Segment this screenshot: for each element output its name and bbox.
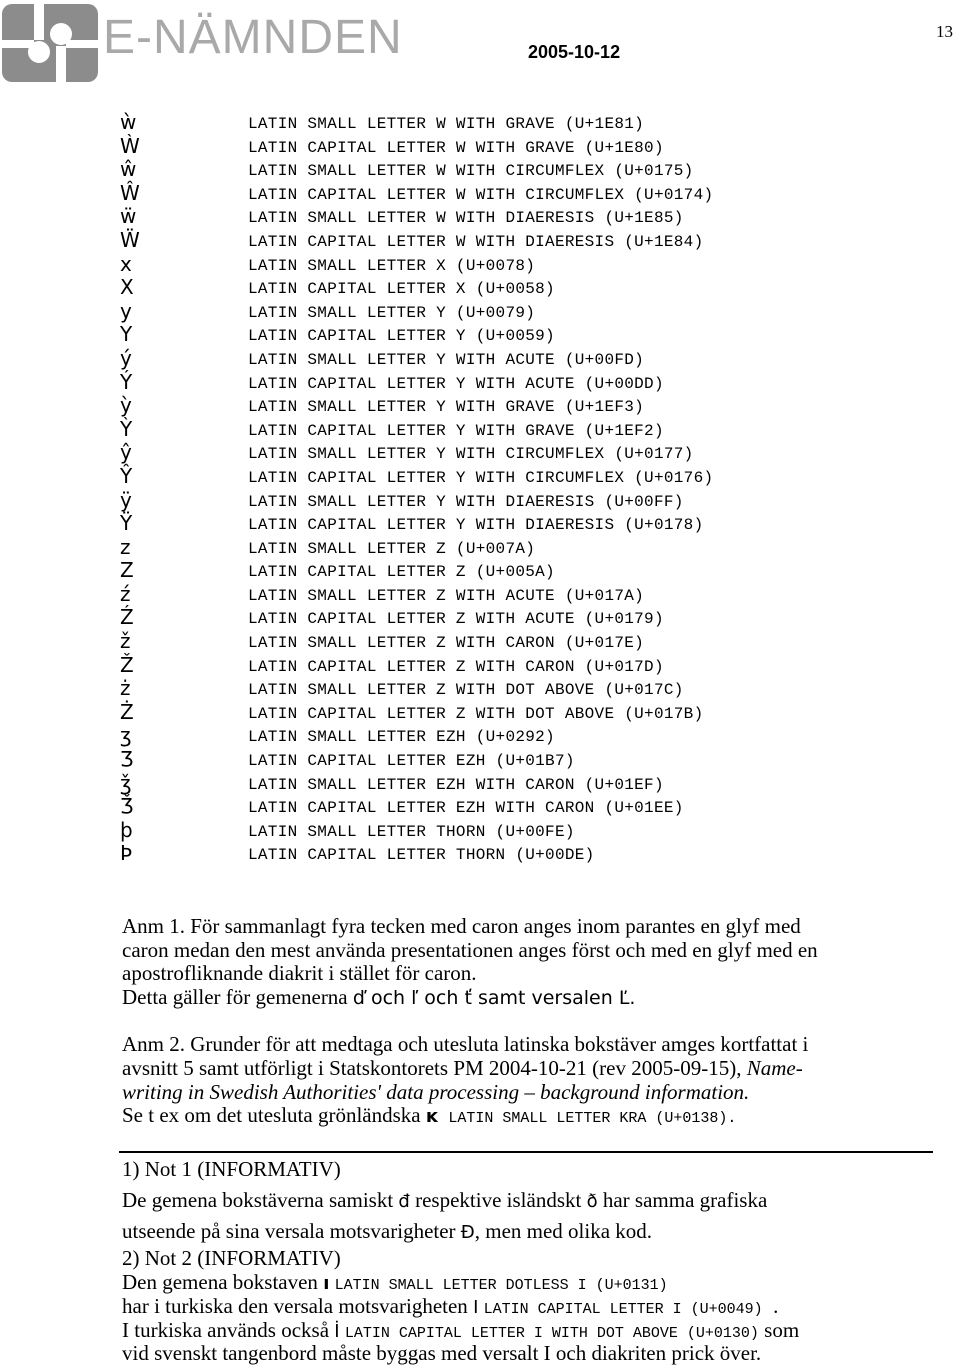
char-row	[0, 418, 960, 442]
char-description: LATIN SMALL LETTER THORN (U+00FE)	[248, 822, 575, 841]
char-glyph: ẅ	[120, 204, 137, 229]
char-glyph: ŷ	[120, 440, 132, 465]
anm1-line4	[122, 985, 635, 1010]
char-row	[0, 441, 960, 465]
anm1-line2: caron medan den mest använda presentationen anges först och med en glyf med en	[122, 938, 818, 962]
page-number: 13	[936, 22, 953, 41]
note2-line2-text: har i turkiska den versala motsvarigheten	[122, 1294, 474, 1318]
char-description: LATIN CAPITAL LETTER Y (U+0059)	[248, 327, 555, 346]
char-row	[0, 772, 960, 796]
char-glyph: þ	[120, 817, 133, 842]
char-description: LATIN CAPITAL LETTER Y WITH CIRCUMFLEX (U+0176)	[248, 468, 714, 487]
char-row	[0, 347, 960, 371]
char-description: LATIN SMALL LETTER Y WITH CIRCUMFLEX (U+0177)	[248, 445, 694, 464]
kra-code: LATIN SMALL LETTER KRA (U+0138).	[448, 1110, 737, 1127]
anm2-line4	[122, 1103, 736, 1131]
char-glyph: z	[120, 534, 131, 559]
anm1-line1: Anm 1. För sammanlagt fyra tecken med caron anges inom parantes en glyf med	[122, 914, 801, 938]
char-row	[0, 748, 960, 772]
char-glyph: Ž	[120, 652, 134, 677]
char-glyph: Ʒ	[120, 747, 134, 772]
char-row	[0, 158, 960, 182]
footnote-divider	[119, 1151, 933, 1153]
char-glyph: Ź	[120, 605, 134, 630]
char-glyph: Y	[120, 322, 133, 347]
note2-line1-text: Den gemena bokstaven	[122, 1270, 324, 1294]
anm1-caron-sample: ď och ľ och ť samt versalen Ľ.	[352, 987, 636, 1009]
capital-i-glyph: I	[473, 1297, 479, 1318]
char-description: LATIN CAPITAL LETTER W WITH GRAVE (U+1E80)	[248, 138, 664, 157]
char-row	[0, 300, 960, 324]
char-glyph: ʒ	[120, 723, 132, 748]
note1-line2	[122, 1219, 652, 1245]
char-description: LATIN SMALL LETTER W WITH GRAVE (U+1E81)	[248, 115, 645, 133]
note1-line1-text-b: respektive isländskt	[409, 1188, 587, 1212]
char-glyph: ǯ	[120, 770, 132, 795]
character-table	[0, 111, 960, 866]
note1-line2-text-a: utseende på sina versala motsvarigheter	[122, 1219, 461, 1243]
char-row	[0, 701, 960, 725]
char-description: LATIN CAPITAL LETTER Z WITH CARON (U+017D)	[248, 657, 664, 676]
char-description: LATIN CAPITAL LETTER Y WITH DIAERESIS (U+0178)	[248, 516, 704, 535]
char-row	[0, 229, 960, 253]
dotted-capital-i-code: LATIN CAPITAL LETTER I WITH DOT ABOVE (U+0130)	[344, 1325, 759, 1342]
char-description: LATIN SMALL LETTER Z WITH ACUTE (U+017A)	[248, 586, 645, 605]
char-row	[0, 795, 960, 819]
char-row	[0, 677, 960, 701]
dotted-capital-i-glyph: İ	[334, 1321, 340, 1342]
char-glyph: Ŷ	[120, 463, 133, 488]
char-row	[0, 465, 960, 489]
char-description: LATIN CAPITAL LETTER W WITH CIRCUMFLEX (U+0174)	[248, 185, 714, 204]
char-description: LATIN CAPITAL LETTER W WITH DIAERESIS (U+1E84)	[248, 232, 704, 251]
note1-line2-text-b: , men med olika kod.	[474, 1219, 653, 1243]
char-glyph: Ẅ	[120, 227, 140, 252]
char-description: LATIN SMALL LETTER W WITH CIRCUMFLEX (U+0175)	[248, 162, 694, 181]
char-description: LATIN SMALL LETTER Z WITH DOT ABOVE (U+017C)	[248, 681, 684, 700]
char-description: LATIN CAPITAL LETTER Y WITH GRAVE (U+1EF2)	[248, 421, 664, 440]
char-row	[0, 630, 960, 654]
char-glyph: X	[120, 275, 134, 300]
anm2-title-part2: writing in Swedish Authorities' data processing – background information.	[122, 1080, 750, 1104]
kra-glyph: ĸ	[425, 1106, 438, 1127]
anm2-line3	[122, 1080, 749, 1104]
char-row	[0, 583, 960, 607]
char-row	[0, 323, 960, 347]
char-description: LATIN CAPITAL LETTER Z WITH ACUTE (U+0179)	[248, 610, 664, 629]
char-description: LATIN SMALL LETTER EZH WITH CARON (U+01EF)	[248, 775, 664, 794]
char-description: LATIN SMALL LETTER X (U+0078)	[248, 256, 536, 275]
char-row	[0, 371, 960, 395]
char-row	[0, 654, 960, 678]
char-glyph: Ÿ	[120, 511, 133, 536]
char-glyph: ž	[120, 629, 131, 654]
char-glyph: ż	[120, 676, 131, 701]
note2-line3-suffix: som	[758, 1318, 800, 1342]
anm2-line2	[122, 1056, 803, 1080]
char-glyph: ẁ	[120, 110, 137, 134]
char-row	[0, 182, 960, 206]
anm2-line1: Anm 2. Grunder för att medtaga och utesluta latinska bokstäver amges kortfattat i	[122, 1032, 809, 1056]
char-description: LATIN CAPITAL LETTER Y WITH ACUTE (U+00DD)	[248, 374, 664, 393]
char-glyph: ÿ	[120, 487, 132, 512]
char-glyph: Ǯ	[120, 794, 134, 819]
char-glyph: Z	[120, 558, 134, 583]
char-description: LATIN SMALL LETTER Y (U+0079)	[248, 303, 536, 322]
char-glyph: Ý	[120, 369, 133, 394]
char-row	[0, 724, 960, 748]
note2-line3-text: I turkiska används också	[122, 1318, 335, 1342]
capital-d-stroke-glyph: Đ	[460, 1222, 475, 1243]
note2-line4: vid svenskt tangenbord måste byggas med versalt I och diakriten prick över.	[122, 1341, 762, 1365]
char-row	[0, 842, 960, 866]
char-description: LATIN SMALL LETTER Z WITH CARON (U+017E)	[248, 634, 645, 653]
char-glyph: ỳ	[120, 393, 132, 418]
char-glyph: y	[120, 298, 132, 323]
char-glyph: ŵ	[120, 157, 137, 182]
char-glyph: x	[120, 251, 132, 276]
char-glyph: Ẁ	[120, 133, 140, 158]
note2-heading: 2) Not 2 (INFORMATIV)	[122, 1246, 341, 1270]
note1-line1-text-c: har samma grafiska	[597, 1188, 768, 1212]
char-description: LATIN SMALL LETTER EZH (U+0292)	[248, 728, 555, 747]
char-description: LATIN SMALL LETTER Y WITH GRAVE (U+1EF3)	[248, 398, 645, 417]
note1-line1-text-a: De gemena bokstäverna samiskt	[122, 1188, 399, 1212]
char-glyph: Ż	[120, 699, 134, 724]
char-description: LATIN CAPITAL LETTER EZH WITH CARON (U+01EE)	[248, 799, 684, 818]
char-description: LATIN CAPITAL LETTER X (U+0058)	[248, 280, 555, 299]
char-description: LATIN SMALL LETTER Z (U+007A)	[248, 539, 536, 558]
note2-line2-period: .	[773, 1294, 779, 1318]
eth-glyph: ð	[586, 1191, 598, 1212]
char-row	[0, 489, 960, 513]
char-row	[0, 111, 960, 135]
char-glyph: Þ	[120, 841, 133, 866]
char-row	[0, 512, 960, 536]
char-description: LATIN SMALL LETTER Y WITH DIAERESIS (U+00FF)	[248, 492, 684, 511]
char-description: LATIN SMALL LETTER W WITH DIAERESIS (U+1E85)	[248, 209, 684, 228]
d-stroke-glyph: đ	[398, 1191, 410, 1212]
note1-heading: 1) Not 1 (INFORMATIV)	[122, 1157, 341, 1181]
char-row	[0, 394, 960, 418]
anm2-title-part1: Name-	[746, 1056, 803, 1080]
char-glyph: Ŵ	[120, 180, 140, 205]
anm1-line4-text: Detta gäller för gemenerna	[122, 985, 353, 1009]
char-glyph: Ỳ	[120, 416, 133, 441]
document-date: 2005-10-12	[528, 42, 621, 62]
char-description: LATIN CAPITAL LETTER THORN (U+00DE)	[248, 846, 595, 865]
note1-line1	[122, 1188, 767, 1214]
char-glyph: ź	[120, 581, 131, 606]
char-row	[0, 559, 960, 583]
dotless-i-glyph: ı	[323, 1273, 330, 1294]
char-row	[0, 253, 960, 277]
char-description: LATIN CAPITAL LETTER EZH (U+01B7)	[248, 752, 575, 771]
anm2-line2-text: avsnitt 5 samt utförligt i Statskontorets PM 2004-10-21 (rev 2005-09-15),	[122, 1056, 747, 1080]
char-row	[0, 819, 960, 843]
anm1-line3: apostrofliknande diakrit i stället för caron.	[122, 961, 477, 985]
char-row	[0, 606, 960, 630]
anm2-line4-text: Se t ex om det utesluta grönländska	[122, 1103, 426, 1127]
e-namnden-logo-icon	[0, 0, 100, 86]
char-row	[0, 536, 960, 560]
char-row	[0, 135, 960, 159]
capital-i-code: LATIN CAPITAL LETTER I (U+0049)	[483, 1301, 763, 1318]
logo-text: E-NÄMNDEN	[103, 11, 403, 64]
char-description: LATIN SMALL LETTER Y WITH ACUTE (U+00FD)	[248, 350, 645, 369]
char-glyph: ý	[120, 345, 132, 370]
dotless-i-code: LATIN SMALL LETTER DOTLESS I (U+0131)	[334, 1277, 668, 1294]
char-row	[0, 205, 960, 229]
char-row	[0, 276, 960, 300]
char-description: LATIN CAPITAL LETTER Z WITH DOT ABOVE (U+017B)	[248, 704, 704, 723]
char-description: LATIN CAPITAL LETTER Z (U+005A)	[248, 563, 555, 582]
